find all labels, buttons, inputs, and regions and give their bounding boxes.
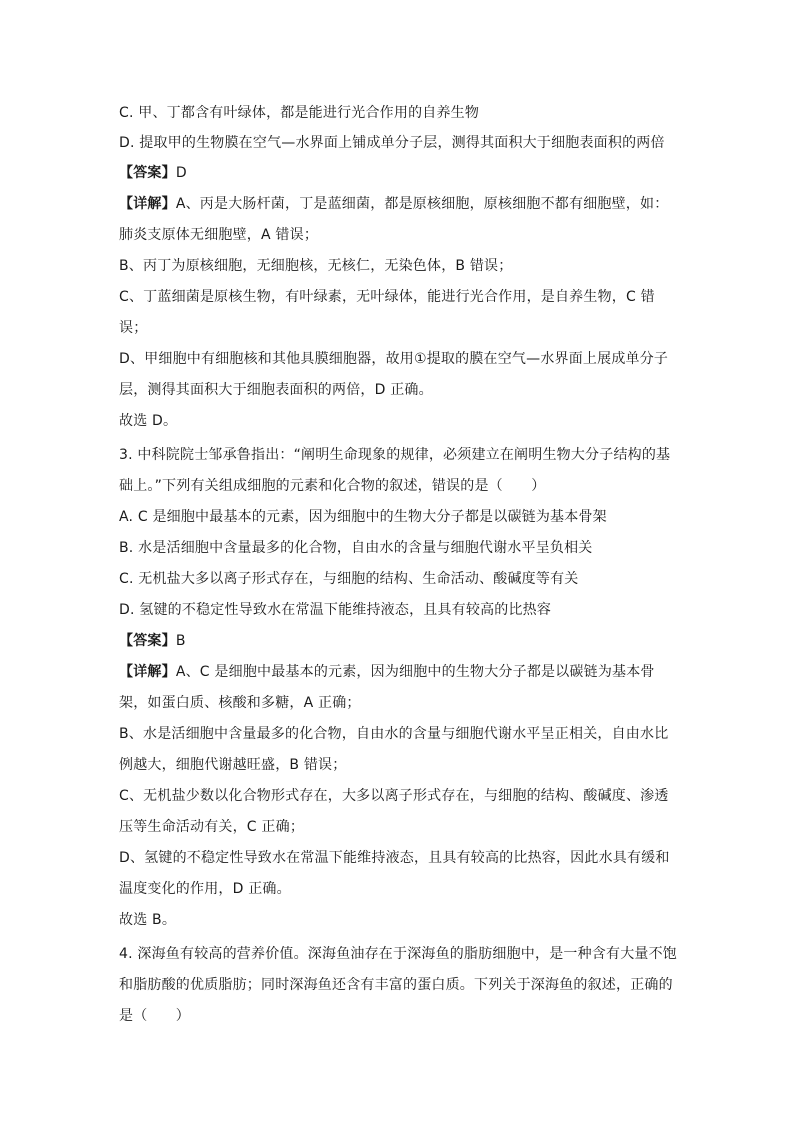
q4-stem-line-3: 是（ ） xyxy=(119,1008,190,1024)
q3-option-a: A. C 是细胞中最基本的元素，因为细胞中的生物大分子都是以碳链为基本骨架 xyxy=(119,509,607,525)
q3-option-b: B. 水是活细胞中含量最多的化合物，自由水的含量与细胞代谢水平呈负相关 xyxy=(119,540,593,556)
q2-option-d: D. 提取甲的生物膜在空气—水界面上铺成单分子层，测得其面积大于细胞表面积的两倍 xyxy=(119,135,665,151)
q3-option-d: D. 氢键的不稳定性导致水在常温下能维持液态，且具有较高的比热容 xyxy=(119,602,552,618)
q3-detail-line-1 xyxy=(119,662,679,682)
answer-label: 【答案】 xyxy=(119,165,176,181)
answer-value: B xyxy=(175,633,186,649)
q3-detail-line-8: 温度变化的作用，D 正确。 xyxy=(119,881,291,897)
q3-conclusion: 故选 B。 xyxy=(119,912,177,928)
q3-detail-line-4: 例越大，细胞代谢越旺盛，B 错误； xyxy=(119,757,347,773)
q2-detail-line-3: B、丙丁为原核细胞，无细胞核，无核仁，无染色体，B 错误； xyxy=(119,258,513,274)
detail-label: 【详解】 xyxy=(119,196,176,212)
q3-detail-line-6: 压等生命活动有关，C 正确； xyxy=(119,819,305,835)
q3-detail-line-5: C、无机盐少数以化合物形式存在，大多以离子形式存在，与细胞的结构、酸碱度、渗透 xyxy=(119,788,669,804)
q3-option-c: C. 无机盐大多以离子形式存在，与细胞的结构、生命活动、酸碱度等有关 xyxy=(119,571,579,587)
q2-conclusion: 故选 D。 xyxy=(119,413,178,429)
answer-value: D xyxy=(175,165,187,181)
answer-label: 【答案】 xyxy=(119,633,176,649)
q4-stem-line-2: 和脂肪酸的优质脂肪；同时深海鱼还含有丰富的蛋白质。下列关于深海鱼的叙述，正确的 xyxy=(119,977,673,993)
detail-text: A、丙是大肠杆菌，丁是蓝细菌，都是原核细胞，原核细胞不都有细胞壁，如： xyxy=(175,196,669,212)
q2-detail-line-6: D、甲细胞中有细胞核和其他具膜细胞器，故用①提取的膜在空气—水界面上展成单分子 xyxy=(119,351,669,367)
q2-answer xyxy=(119,163,679,183)
q3-detail-line-2: 架，如蛋白质、核酸和多糖，A 正确； xyxy=(119,695,361,711)
q3-detail-line-7: D、氢键的不稳定性导致水在常温下能维持液态，且具有较高的比热容，因此水具有缓和 xyxy=(119,850,670,866)
q2-detail-line-1 xyxy=(119,194,679,214)
q3-stem-line-2: 础上。”下列有关组成细胞的元素和化合物的叙述，错误的是（ ） xyxy=(119,478,546,494)
q3-answer xyxy=(119,631,679,651)
q2-detail-line-4: C、丁蓝细菌是原核生物，有叶绿素，无叶绿体，能进行光合作用，是自养生物，C 错 xyxy=(119,289,655,305)
q2-detail-line-2: 肺炎支原体无细胞壁，A 错误； xyxy=(119,227,319,243)
detail-label: 【详解】 xyxy=(119,664,176,680)
q2-detail-line-5: 误； xyxy=(119,320,148,336)
q2-option-c: C. 甲、丁都含有叶绿体，都是能进行光合作用的自养生物 xyxy=(119,105,480,121)
detail-text: A、C 是细胞中最基本的元素，因为细胞中的生物大分子都是以碳链为基本骨 xyxy=(175,664,655,680)
q3-detail-line-3: B、水是活细胞中含量最多的化合物，自由水的含量与细胞代谢水平呈正相关，自由水比 xyxy=(119,726,669,742)
q3-stem-line-1: 3. 中科院院士邹承鲁指出：“阐明生命现象的规律，必须建立在阐明生物大分子结构的基 xyxy=(119,447,671,463)
q2-detail-line-7: 层，测得其面积大于细胞表面积的两倍，D 正确。 xyxy=(119,382,433,398)
q4-stem-line-1: 4. 深海鱼有较高的营养价值。深海鱼油存在于深海鱼的脂肪细胞中，是一种含有大量不饱 xyxy=(119,946,678,962)
